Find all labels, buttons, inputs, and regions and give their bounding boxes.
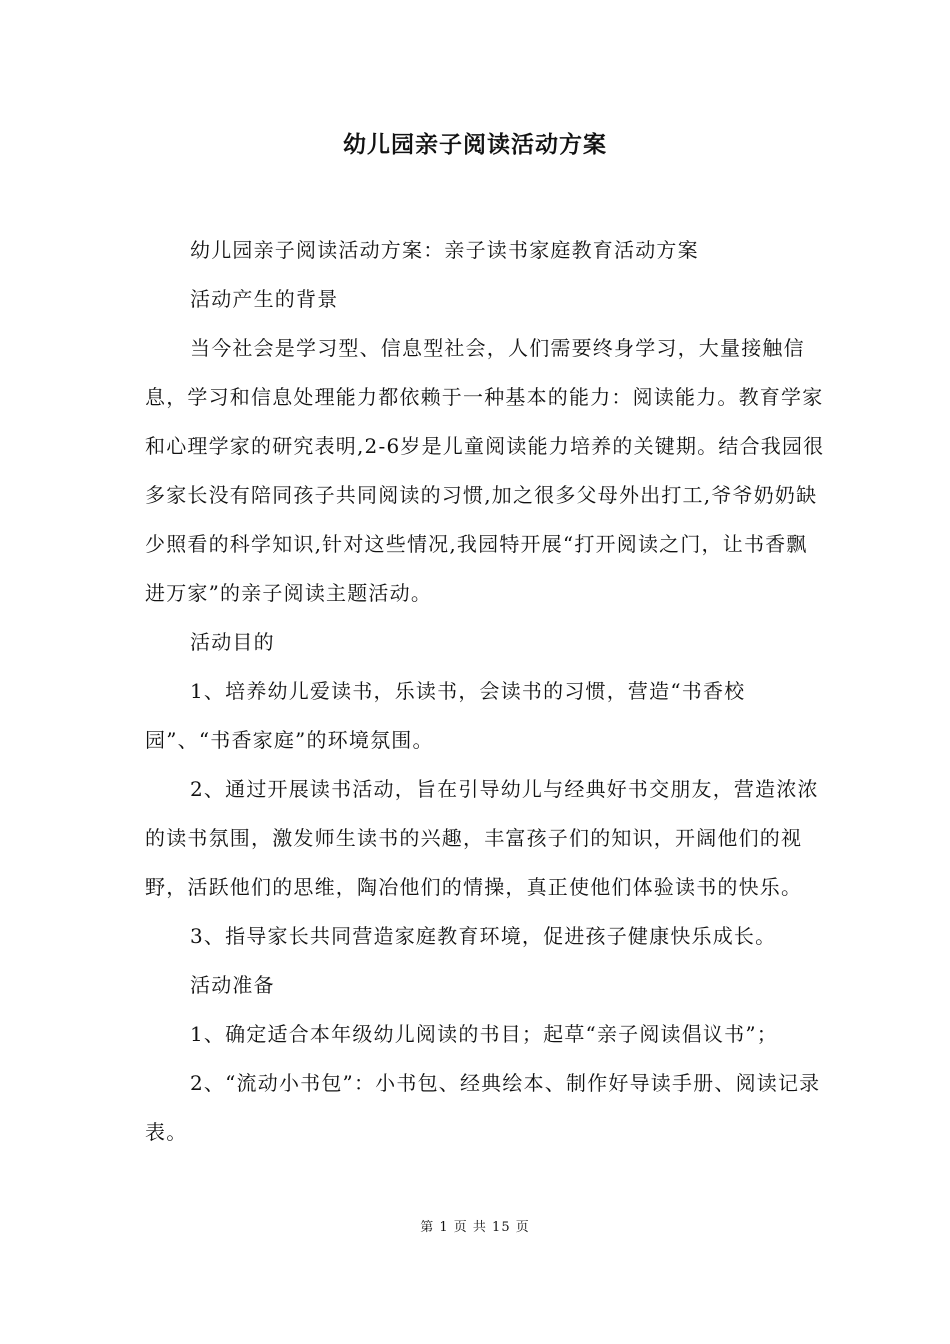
paragraph-prep-1: 1、确定适合本年级幼儿阅读的书目；起草“亲子阅读倡议书”； <box>190 1022 778 1046</box>
page-footer: 第 1 页 共 15 页 <box>420 1220 530 1235</box>
paragraph-subtitle: 幼儿园亲子阅读活动方案：亲子读书家庭教育活动方案 <box>190 238 699 262</box>
paragraph-goal-2: 2、通过开展读书活动，旨在引导幼儿与经典好书交朋友，营造浓浓的读书氛围，激发师生读书的兴趣，丰富孩子们的知识，开阔他们的视野，活跃他们的思维，陶冶他们的情操，真正使他们体验读书的快乐。 <box>145 777 819 899</box>
paragraph-goal-1: 1、培养幼儿爱读书，乐读书，会读书的习惯，营造“书香校园”、“书香家庭”的环境氛围。 <box>145 679 746 752</box>
document-title: 幼儿园亲子阅读活动方案 <box>343 131 607 158</box>
heading-preparation: 活动准备 <box>190 973 275 997</box>
heading-background: 活动产生的背景 <box>190 287 339 311</box>
paragraph-goal-3: 3、指导家长共同营造家庭教育环境，促进孩子健康快乐成长。 <box>190 924 777 948</box>
heading-goals: 活动目的 <box>190 630 275 654</box>
paragraph-prep-2: 2、“流动小书包”：小书包、经典绘本、制作好导读手册、阅读记录表。 <box>145 1071 821 1144</box>
paragraph-background: 当今社会是学习型、信息型社会，人们需要终身学习，大量接触信息，学习和信息处理能力都依赖于一种基本的能力：阅读能力。教育学家和心理学家的研究表明,2-6岁是儿童阅读能力培养的关键期。结合我园很多家长没有陪同孩子共同阅读的习惯,加之很多父母外出打工,爷爷奶奶缺少照看的科学知识,针对这些情况,我园特开展“打开阅读之门，让书香飘进万家”的亲子阅读主题活动。 <box>145 336 825 605</box>
document-body <box>145 226 825 1157</box>
